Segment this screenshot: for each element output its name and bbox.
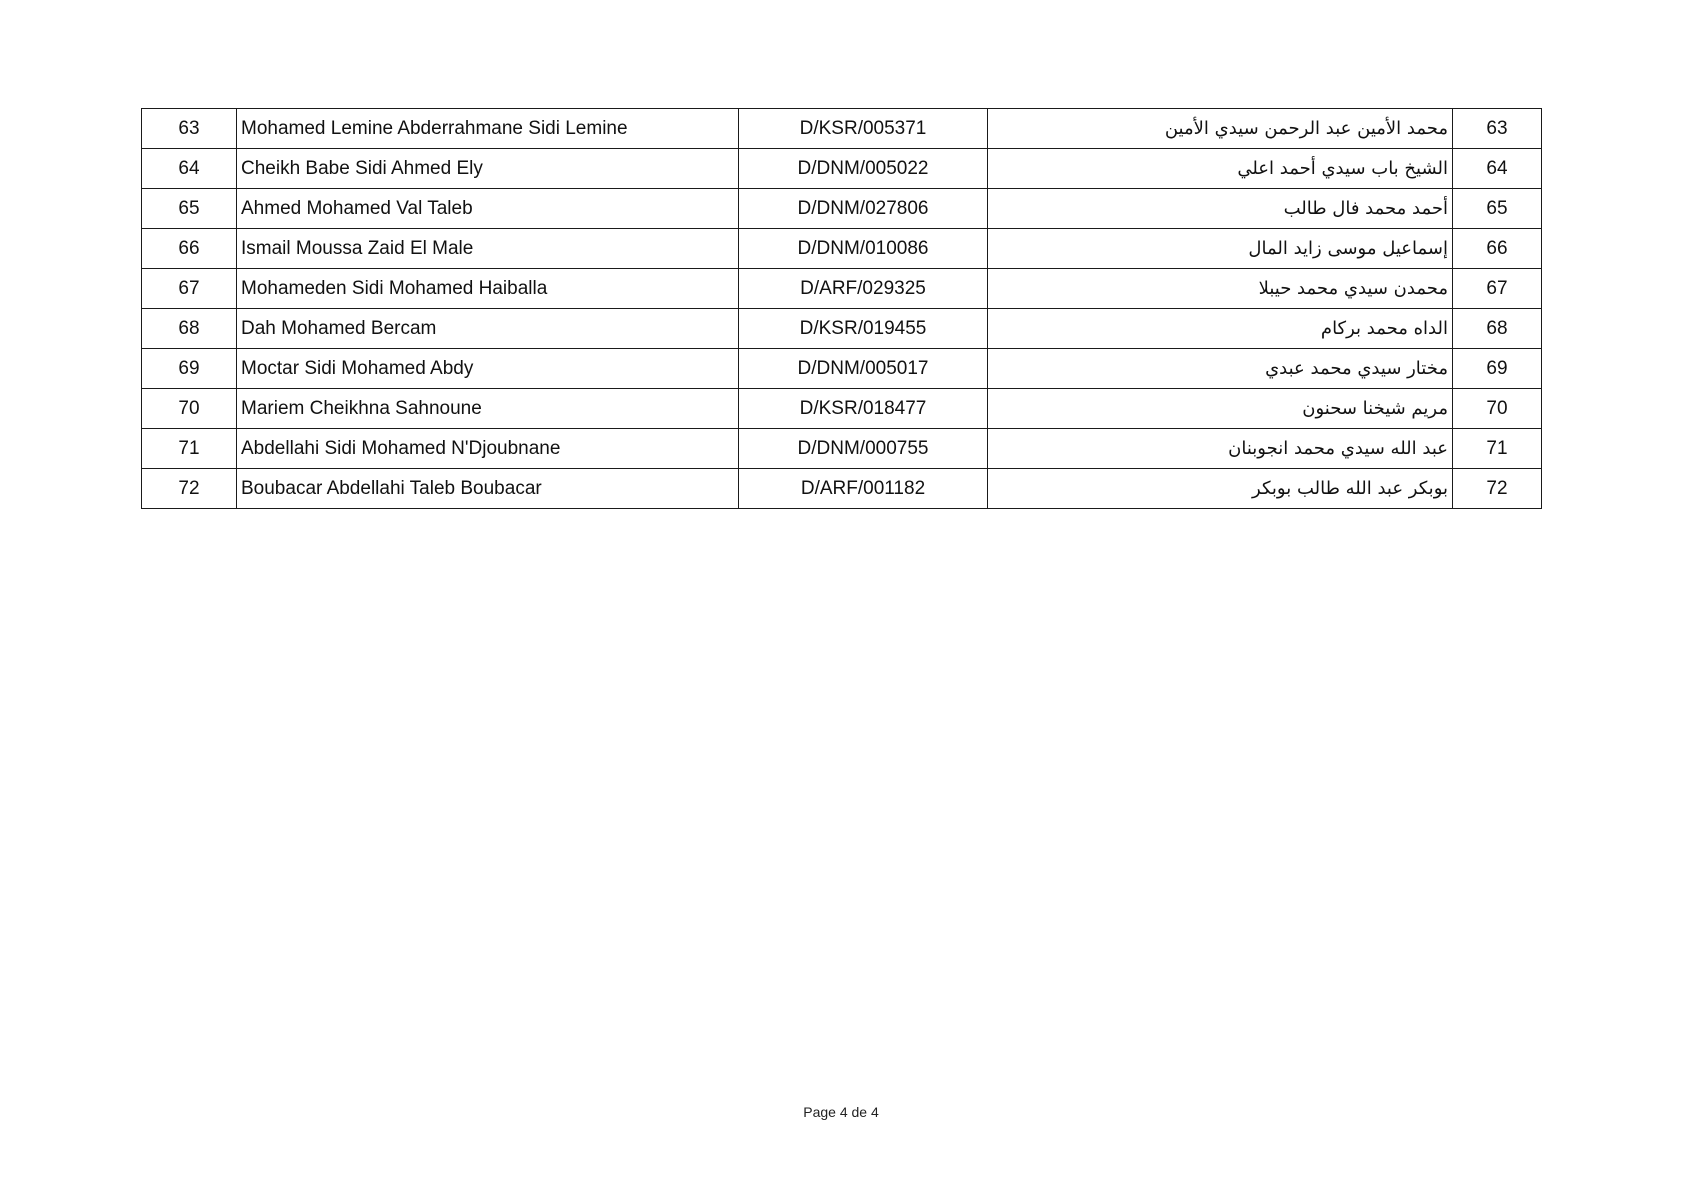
row-number: 68 — [142, 309, 237, 349]
name-arabic-cell: مريم شيخنا سحنون — [988, 389, 1453, 429]
row-number: 70 — [142, 389, 237, 429]
registration-code-cell: D/DNM/005017 — [739, 349, 988, 389]
registration-code-cell: D/DNM/005022 — [739, 149, 988, 189]
name-latin-cell: Mohameden Sidi Mohamed Haiballa — [237, 269, 739, 309]
name-arabic-cell: بوبكر عبد الله طالب بوبكر — [988, 469, 1453, 509]
registration-code-cell: D/DNM/027806 — [739, 189, 988, 229]
row-number: 65 — [142, 189, 237, 229]
row-number-arabic-side: 66 — [1453, 229, 1542, 269]
row-number: 67 — [142, 269, 237, 309]
row-number: 66 — [142, 229, 237, 269]
row-number-arabic-side: 72 — [1453, 469, 1542, 509]
name-latin-cell: Ismail Moussa Zaid El Male — [237, 229, 739, 269]
name-arabic-cell: إسماعيل موسى زايد المال — [988, 229, 1453, 269]
row-number-arabic-side: 68 — [1453, 309, 1542, 349]
table-row — [142, 429, 1542, 469]
table-row — [142, 469, 1542, 509]
registration-code-cell: D/KSR/018477 — [739, 389, 988, 429]
name-latin-cell: Boubacar Abdellahi Taleb Boubacar — [237, 469, 739, 509]
name-arabic-cell: الشيخ باب سيدي أحمد اعلي — [988, 149, 1453, 189]
roster-table-body — [142, 109, 1542, 509]
row-number-arabic-side: 65 — [1453, 189, 1542, 229]
row-number: 69 — [142, 349, 237, 389]
row-number-arabic-side: 69 — [1453, 349, 1542, 389]
name-latin-cell: Dah Mohamed Bercam — [237, 309, 739, 349]
page-footer: Page 4 de 4 — [803, 1104, 879, 1120]
name-latin-cell: Mariem Cheikhna Sahnoune — [237, 389, 739, 429]
table-row — [142, 269, 1542, 309]
registration-code-cell: D/DNM/000755 — [739, 429, 988, 469]
name-latin-cell: Ahmed Mohamed Val Taleb — [237, 189, 739, 229]
name-latin-cell: Moctar Sidi Mohamed Abdy — [237, 349, 739, 389]
row-number: 71 — [142, 429, 237, 469]
name-arabic-cell: محمد الأمين عبد الرحمن سيدي الأمين — [988, 109, 1453, 149]
registration-code-cell: D/DNM/010086 — [739, 229, 988, 269]
registration-code-cell: D/ARF/029325 — [739, 269, 988, 309]
name-latin-cell: Mohamed Lemine Abderrahmane Sidi Lemine — [237, 109, 739, 149]
row-number-arabic-side: 67 — [1453, 269, 1542, 309]
row-number: 72 — [142, 469, 237, 509]
row-number-arabic-side: 71 — [1453, 429, 1542, 469]
name-arabic-cell: أحمد محمد فال طالب — [988, 189, 1453, 229]
table-row — [142, 229, 1542, 269]
roster-table — [141, 108, 1542, 509]
row-number-arabic-side: 70 — [1453, 389, 1542, 429]
name-arabic-cell: مختار سيدي محمد عبدي — [988, 349, 1453, 389]
table-row — [142, 189, 1542, 229]
name-latin-cell: Cheikh Babe Sidi Ahmed Ely — [237, 149, 739, 189]
registration-code-cell: D/ARF/001182 — [739, 469, 988, 509]
table-row — [142, 349, 1542, 389]
row-number-arabic-side: 64 — [1453, 149, 1542, 189]
row-number: 64 — [142, 149, 237, 189]
name-arabic-cell: عبد الله سيدي محمد انجوبنان — [988, 429, 1453, 469]
row-number-arabic-side: 63 — [1453, 109, 1542, 149]
name-latin-cell: Abdellahi Sidi Mohamed N'Djoubnane — [237, 429, 739, 469]
table-row — [142, 309, 1542, 349]
registration-code-cell: D/KSR/005371 — [739, 109, 988, 149]
name-arabic-cell: محمدن سيدي محمد حيبلا — [988, 269, 1453, 309]
table-row — [142, 389, 1542, 429]
table-row — [142, 149, 1542, 189]
registration-code-cell: D/KSR/019455 — [739, 309, 988, 349]
table-row — [142, 109, 1542, 149]
row-number: 63 — [142, 109, 237, 149]
name-arabic-cell: الداه محمد بركام — [988, 309, 1453, 349]
